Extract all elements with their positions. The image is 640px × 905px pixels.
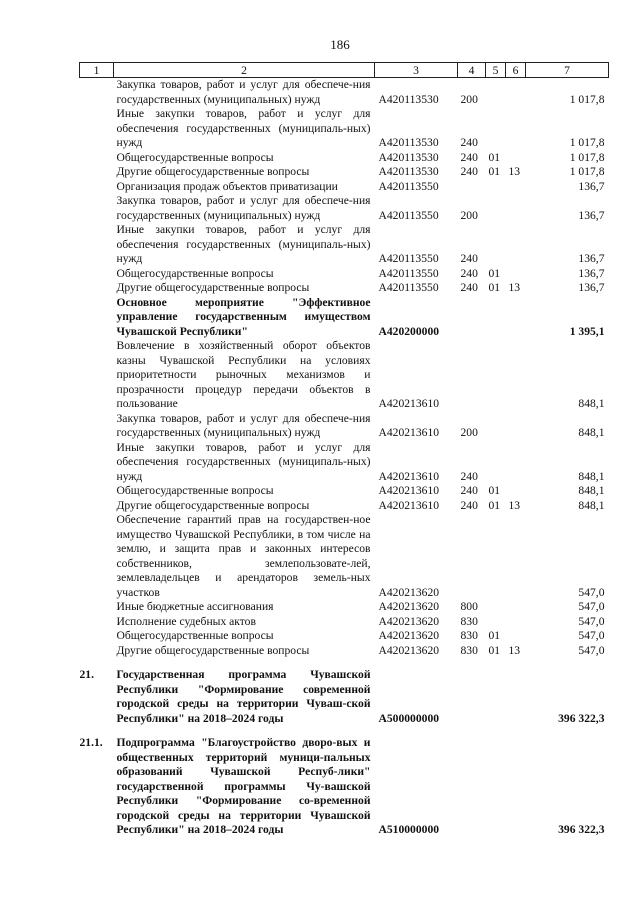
- row-number: [80, 194, 114, 223]
- row-expense-type: 800: [460, 600, 478, 613]
- row-expense-type: [458, 513, 486, 600]
- row-amount: 136,7: [578, 252, 605, 265]
- row-subsection: 13: [508, 165, 521, 178]
- row-name: Другие общегосударственные вопросы: [116, 643, 310, 657]
- row-subsection: [506, 615, 526, 630]
- row-number: [80, 484, 114, 499]
- row-expense-type: [458, 339, 486, 412]
- row-subsection: [506, 484, 526, 499]
- row-name: Другие общегосударственные вопросы: [116, 498, 310, 512]
- row-number: [80, 600, 114, 615]
- row-expense-type: 240: [460, 165, 478, 178]
- row-section: [486, 223, 506, 267]
- row-number: [80, 296, 114, 340]
- row-subsection: [506, 267, 526, 282]
- row-code: A420113530: [378, 165, 439, 178]
- table-row: [80, 223, 609, 267]
- row-expense-type: 240: [460, 136, 478, 149]
- header-cell: 1: [80, 63, 114, 78]
- table-row: [80, 78, 609, 108]
- row-subsection: [506, 223, 526, 267]
- row-amount: 1 395,1: [569, 324, 605, 338]
- row-subsection: [506, 180, 526, 195]
- table-row: [80, 339, 609, 412]
- row-number: [80, 615, 114, 630]
- row-code: A420213610: [378, 498, 440, 512]
- row-amount: 136,7: [578, 281, 605, 294]
- row-amount: 547,0: [578, 629, 605, 642]
- table-row: [80, 281, 609, 296]
- row-section: 01: [488, 266, 501, 280]
- table-body: [80, 78, 609, 838]
- row-code: A420213610: [378, 426, 440, 439]
- row-expense-type: 830: [460, 614, 478, 628]
- header-cell: 3: [375, 63, 458, 78]
- row-number: [80, 412, 114, 441]
- row-code: A420113530: [378, 92, 439, 106]
- row-number: [80, 513, 114, 600]
- row-expense-type: 240: [460, 498, 478, 512]
- row-code: A420113550: [378, 208, 439, 222]
- table-header: [80, 63, 609, 78]
- row-number: [80, 644, 114, 659]
- row-code: A420213610: [378, 397, 440, 410]
- row-subsection: [506, 629, 526, 644]
- row-section: [486, 107, 506, 151]
- row-expense-type: 830: [460, 643, 478, 657]
- row-code: A420213620: [378, 614, 440, 628]
- row-section: [486, 412, 506, 441]
- row-expense-type: [458, 736, 486, 838]
- row-code: A420213620: [378, 600, 440, 613]
- table-row: [80, 736, 609, 838]
- table-row: [80, 296, 609, 340]
- row-subsection: [506, 412, 526, 441]
- row-section: [486, 339, 506, 412]
- row-subsection: [506, 151, 526, 166]
- row-section: [486, 441, 506, 485]
- row-amount: 848,1: [578, 498, 605, 512]
- row-section: [486, 296, 506, 340]
- budget-table: [79, 62, 609, 838]
- row-subsection: [506, 600, 526, 615]
- table-row: [80, 629, 609, 644]
- row-section: [486, 180, 506, 195]
- row-code: A420113530: [378, 150, 439, 164]
- row-section: [486, 600, 506, 615]
- row-name: Общегосударственные вопросы: [116, 266, 274, 280]
- row-name: Обеспечение гарантий прав на государствен-ное имущество Чувашской Республики, в том числе на землю, и защита прав и законных интересов собственников, землепользовате-лей, землевладельцев и арендаторов земель-ных участков: [116, 513, 371, 599]
- row-code: A420213620: [378, 585, 440, 599]
- row-section: 01: [488, 484, 501, 497]
- header-cell: 2: [114, 63, 375, 78]
- row-number: [80, 267, 114, 282]
- row-code: A510000000: [378, 823, 440, 836]
- table-row: [80, 180, 609, 195]
- row-amount: 547,0: [578, 643, 605, 657]
- row-number: [80, 441, 114, 485]
- row-section: [486, 194, 506, 223]
- row-name: Общегосударственные вопросы: [116, 629, 274, 642]
- row-amount: 1 017,8: [569, 150, 605, 164]
- row-name: Закупка товаров, работ и услуг для обеспече-ния государственных (муниципальных) нужд: [116, 411, 371, 439]
- row-number: [80, 499, 114, 514]
- row-amount: 396 322,3: [558, 823, 605, 836]
- row-subsection: 13: [508, 498, 521, 512]
- row-expense-type: [458, 668, 486, 726]
- row-amount: 848,1: [578, 426, 605, 439]
- row-amount: 396 322,3: [558, 711, 605, 725]
- table-row: [80, 600, 609, 615]
- row-name: Закупка товаров, работ и услуг для обеспече-ния государственных (муниципальных) нужд: [116, 194, 371, 222]
- row-code: A420113550: [378, 281, 439, 294]
- table-row: [80, 644, 609, 659]
- row-name: Иные закупки товаров, работ и услуг для обеспечения государственных (муниципаль-ных) нужд: [116, 440, 371, 483]
- row-section: [486, 615, 506, 630]
- row-expense-type: [458, 296, 486, 340]
- row-code: A420113550: [378, 179, 439, 193]
- row-subsection: [506, 513, 526, 600]
- row-name: Закупка товаров, работ и услуг для обеспече-ния государственных (муниципальных) нужд: [116, 78, 371, 106]
- row-code: A500000000: [378, 711, 440, 725]
- row-amount: 848,1: [578, 397, 605, 410]
- row-section: [486, 668, 506, 726]
- row-name: Иные бюджетные ассигнования: [116, 600, 274, 613]
- row-name: Общегосударственные вопросы: [116, 484, 274, 497]
- row-expense-type: 200: [460, 426, 478, 439]
- table-row: [80, 151, 609, 166]
- row-section: 01: [488, 281, 501, 294]
- row-section: 01: [488, 150, 501, 164]
- row-subsection: [506, 441, 526, 485]
- row-expense-type: 240: [460, 469, 478, 483]
- row-amount: 848,1: [578, 484, 605, 497]
- row-section: [486, 78, 506, 108]
- row-spacer: [80, 726, 609, 736]
- header-cell: 4: [458, 63, 486, 78]
- row-name: Общегосударственные вопросы: [116, 150, 274, 164]
- page-number: 186: [330, 37, 350, 52]
- row-name: Основное мероприятие "Эффективное управление государственным имуществом Чувашской Республики": [116, 295, 371, 338]
- row-section: 01: [488, 643, 501, 657]
- row-name: Другие общегосударственные вопросы: [116, 165, 310, 178]
- row-subsection: [506, 78, 526, 108]
- row-number: [80, 165, 114, 180]
- row-name: Организация продаж объектов приватизации: [116, 179, 338, 193]
- row-subsection: [506, 339, 526, 412]
- row-number: [80, 107, 114, 151]
- row-amount: 547,0: [578, 600, 605, 613]
- row-amount: 1 017,8: [569, 92, 605, 106]
- row-code: A420213610: [378, 469, 440, 483]
- row-section: [486, 736, 506, 838]
- row-amount: 136,7: [578, 208, 605, 222]
- row-name: Иные закупки товаров, работ и услуг для обеспечения государственных (муниципаль-ных) нужд: [116, 223, 371, 265]
- row-name: Иные закупки товаров, работ и услуг для обеспечения государственных (муниципаль-ных) нужд: [116, 107, 371, 149]
- row-subsection: 13: [508, 281, 521, 294]
- row-expense-type: 830: [460, 629, 478, 642]
- row-expense-type: 240: [460, 266, 478, 280]
- row-name: Другие общегосударственные вопросы: [116, 281, 310, 294]
- row-section: 01: [488, 498, 501, 512]
- row-amount: 136,7: [578, 266, 605, 280]
- table-row: [80, 615, 609, 630]
- row-expense-type: 240: [460, 252, 478, 265]
- row-number: [80, 223, 114, 267]
- table-row: [80, 513, 609, 600]
- row-subsection: [506, 296, 526, 340]
- row-amount: 547,0: [578, 614, 605, 628]
- table-row: [80, 267, 609, 282]
- row-expense-type: [458, 180, 486, 195]
- row-expense-type: 200: [460, 208, 478, 222]
- row-number: 21.1.: [79, 736, 103, 749]
- row-subsection: 13: [508, 643, 521, 657]
- row-subsection: [506, 107, 526, 151]
- row-number: 21.: [79, 668, 94, 681]
- table-row: [80, 441, 609, 485]
- row-number: [80, 281, 114, 296]
- row-name: Исполнение судебных актов: [116, 614, 256, 628]
- row-number: [80, 339, 114, 412]
- header-cell: 7: [526, 63, 609, 78]
- row-name: Подпрограмма "Благоустройство дворо-вых и общественных территорий муници-пальных образований Чувашской Респуб-лики" государственной программы Чу-вашской Республики "Формирование со-временной городской среды на территории Чувашской Республики" на 2018–2024 годы: [116, 736, 371, 836]
- table-row: [80, 412, 609, 441]
- row-number: [80, 180, 114, 195]
- row-section: 01: [488, 629, 501, 642]
- row-name: Вовлечение в хозяйственный оборот объектов казны Чувашской Республики на условиях приоритетности рыночных механизмов и прозрачности процедур передачи объектов в пользование: [116, 339, 371, 410]
- row-amount: 848,1: [578, 469, 605, 483]
- row-code: A420113550: [378, 266, 439, 280]
- row-subsection: [506, 668, 526, 726]
- table-row: [80, 165, 609, 180]
- row-code: A420113530: [378, 136, 439, 149]
- row-code: A420200000: [378, 324, 440, 338]
- table-row: [80, 499, 609, 514]
- row-code: A420213620: [378, 643, 440, 657]
- table-row: [80, 194, 609, 223]
- row-spacer: [80, 658, 609, 668]
- row-subsection: [506, 194, 526, 223]
- table-row: [80, 107, 609, 151]
- table-row: [80, 668, 609, 726]
- row-expense-type: 240: [460, 484, 478, 497]
- row-number: [80, 151, 114, 166]
- row-number: [80, 78, 114, 108]
- row-expense-type: 200: [460, 92, 478, 106]
- row-code: A420213620: [378, 629, 440, 642]
- row-code: A420113550: [378, 252, 439, 265]
- row-section: 01: [488, 165, 501, 178]
- header-cell: 5: [486, 63, 506, 78]
- row-section: [486, 513, 506, 600]
- table-row: [80, 484, 609, 499]
- row-code: A420213610: [378, 484, 440, 497]
- row-amount: 1 017,8: [569, 136, 605, 149]
- row-amount: 136,7: [578, 179, 605, 193]
- row-name: Государственная программа Чувашской Республики "Формирование современной городской среды на территории Чуваш-ской Республики" на 2018–2024 годы: [116, 668, 371, 725]
- header-cell: 6: [506, 63, 526, 78]
- row-expense-type: 240: [460, 281, 478, 294]
- row-expense-type: 240: [460, 150, 478, 164]
- row-amount: 547,0: [578, 585, 605, 599]
- row-subsection: [506, 736, 526, 838]
- row-number: [80, 629, 114, 644]
- row-amount: 1 017,8: [569, 165, 605, 178]
